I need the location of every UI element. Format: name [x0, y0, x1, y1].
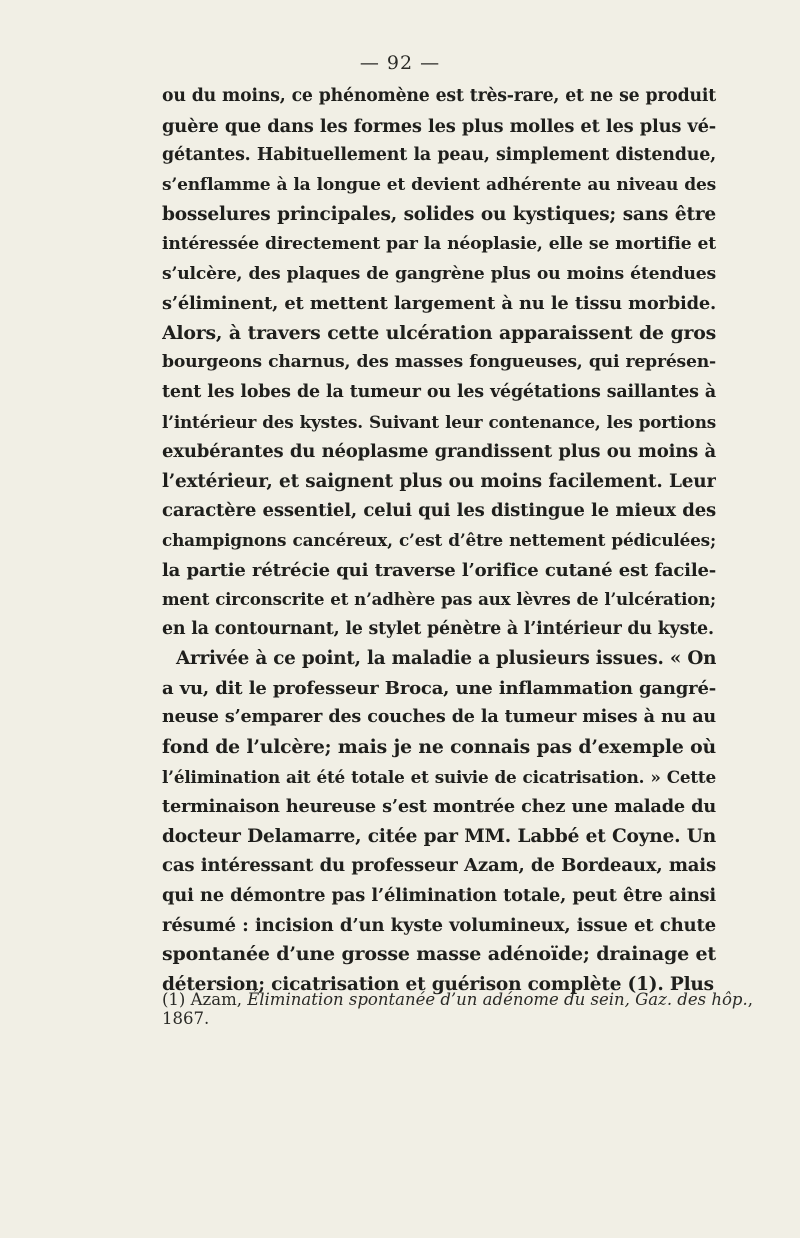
- text-line: la partie rétrécie qui traverse l’orifice cutané est facile-: [162, 559, 716, 581]
- text-line: l’élimination ait été totale et suivie de cicatrisation. » Cette: [162, 766, 716, 787]
- footnote-marker: (1) Azam,: [162, 990, 248, 1009]
- text-line: s’ulcère, des plaques de gangrène plus ou moins étendues: [162, 263, 716, 284]
- text-line: cas intéressant du professeur Azam, de Bordeaux, mais: [162, 855, 716, 877]
- text-line: Alors, à travers cette ulcération apparaissent de gros: [162, 321, 716, 344]
- text-line: en la contournant, le stylet pénètre à l’intérieur du kyste.: [162, 618, 714, 639]
- text-line: Arrivée à ce point, la maladie a plusieurs issues. « On: [176, 648, 716, 670]
- text-line: spontanée d’une grosse masse adénoïde; drainage et: [162, 943, 716, 966]
- text-line: ment circonscrite et n’adhère pas aux lèvres de l’ulcération;: [162, 589, 716, 610]
- text-line: neuse s’emparer des couches de la tumeur mises à nu au: [162, 707, 716, 728]
- body-text: [162, 82, 716, 999]
- text-line: tent les lobes de la tumeur ou les végétations saillantes à: [162, 381, 716, 402]
- footnote-line-2: [162, 1009, 716, 1028]
- text-line: détersion; cicatrisation et guérison complète (1). Plus: [162, 973, 714, 995]
- paragraph-2: [162, 644, 716, 999]
- text-line: fond de l’ulcère; mais je ne connais pas d’exemple où: [162, 736, 716, 759]
- text-line: s’éliminent, et mettent largement à nu le tissu morbide.: [162, 293, 716, 315]
- text-line: terminaison heureuse s’est montrée chez une malade du: [162, 796, 716, 818]
- text-line: exubérantes du néoplasme grandissent plus ou moins à: [162, 441, 716, 463]
- text-line: a vu, dit le professeur Broca, une inflammation gangré-: [162, 677, 716, 699]
- text-line: bosselures principales, solides ou kystiques; sans être: [162, 204, 716, 226]
- text-line: qui ne démontre pas l’élimination totale, peut être ainsi: [162, 885, 716, 907]
- text-line: intéressée directement par la néoplasie, elle se mortifie et: [162, 233, 716, 254]
- text-line: s’enflamme à la longue et devient adhérente au niveau des: [162, 174, 716, 195]
- text-line: l’intérieur des kystes. Suivant leur contenance, les portions: [162, 411, 716, 432]
- footnote-title: Élimination spontanée d’un adénome du sein, Gaz. des hôp.: [247, 990, 748, 1009]
- text-line: docteur Delamarre, citée par MM. Labbé et Coyne. Un: [162, 825, 716, 847]
- text-line: l’extérieur, et saignent plus ou moins facilement. Leur: [162, 470, 716, 492]
- text-line: caractère essentiel, celui qui les distingue le mieux des: [162, 500, 716, 522]
- text-line: bourgeons charnus, des masses fongueuses, qui représen-: [162, 352, 716, 373]
- footnote-tail: ,: [747, 990, 753, 1009]
- text-line: résumé : incision d’un kyste volumineux, issue et chute: [162, 914, 716, 936]
- text-line: ou du moins, ce phénomène est très-rare, et ne se produit: [162, 86, 716, 106]
- footnote-line-1: [162, 990, 753, 1009]
- footnote: [162, 990, 753, 1028]
- text-line: guère que dans les formes les plus molles et les plus vé-: [162, 115, 716, 137]
- paragraph-1: [162, 82, 716, 644]
- page-number: — 92 —: [359, 52, 441, 74]
- text-line: champignons cancéreux, c’est d’être nettement pédiculées;: [162, 529, 716, 550]
- text-line: gétantes. Habituellement la peau, simplement distendue,: [162, 145, 716, 166]
- footnote-year: 1867.: [162, 1009, 210, 1028]
